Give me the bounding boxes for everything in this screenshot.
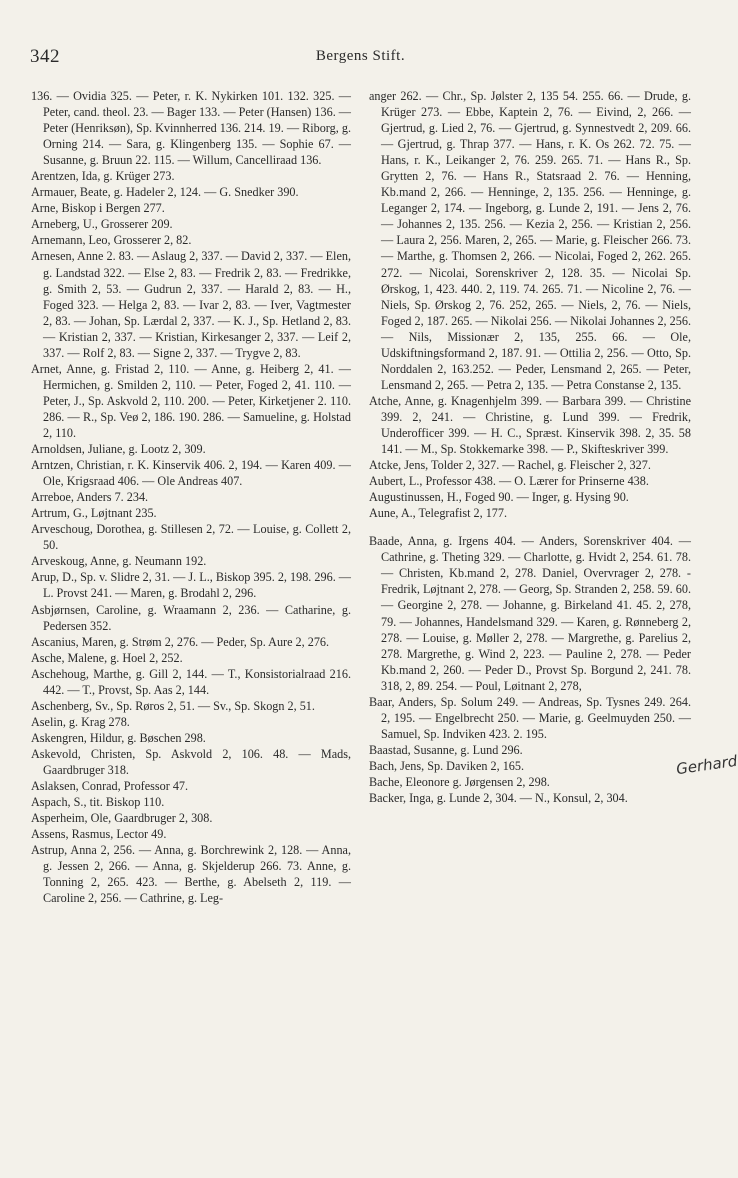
index-entry: Baar, Anders, Sp. Solum 249. — Andreas, Sp. Tysnes 249. 264. 2, 195. — Engelbrecht 250. — Marie, g. Geelmuyden 250. — Samuel, Sp. Indviken 423. 2. 195. [369, 694, 691, 741]
handwritten-margin-note: Gerhard [675, 751, 738, 779]
index-entry: Aslaksen, Conrad, Professor 47. [31, 779, 189, 794]
index-entry: Askevold, Christen, Sp. Askvold 2, 106. 48. — Mads, Gaardbruger 318. [31, 746, 351, 777]
index-entry: Atche, Anne, g. Knagenhjelm 399. — Barbara 399. — Christine 399. 2, 241. — Christine, g. Lund 399. — Fredrik, Underofficer 399. — H. C., Spræst. Kinservik 398. 2, 35. 58 141. — M., Sp. Stokkemarke 398. — P., Skifteskriver 399. [369, 393, 691, 457]
index-entry: Arveschoug, Dorothea, g. Stillesen 2, 72. — Louise, g. Collett 2, 50. [31, 522, 351, 553]
index-entry: Armauer, Beate, g. Hadeler 2, 124. — G. Snedker 390. [31, 185, 299, 200]
index-entry: Astrup, Anna 2, 256. — Anna, g. Borchrewink 2, 128. — Anna, g. Jessen 2, 266. — Anna, g. Skjelderup 266. 73. Anne, g. Tonning 2, 265. 423. — Berthe, g. Abelseth 2, 119. — Caroline 2, 256. — Cathrine, g. Leg- [31, 843, 351, 906]
index-entry: Baastad, Susanne, g. Lund 296. [369, 742, 523, 757]
index-entry: Asche, Malene, g. Hoel 2, 252. [31, 650, 183, 665]
index-entry: Baade, Anna, g. Irgens 404. — Anders, Sorenskriver 404. — Cathrine, g. Theting 329. — Charlotte, g. Hvidt 2, 254. 61. 78. — Christen, Kb.mand 2, 278. Daniel, Overvrager 2, 278. - Fredrik, Løjtnant 2, 278. — Georg, Sp. Stranden 2, 258. 59. 60. — Georgine 2, 278. — Johanne, g. Birkeland 41. 45. 2, 278, 79. — Johannes, Handelsmand 329. — Karen, g. Rønneberg 2, 278. — Louise, g. Møller 2, 278. — Margrethe, g. Parelius 2, 278. Margrethe, g. Wind 2, 223. — Pauline 2, 278. — Peder Kb.mand 2, 260. — Peder D., Provst Sp. Borgund 2, 241. 78. 318, 2, 89. 254. — Poul, Løitnant 2, 278, [369, 534, 691, 693]
index-entry: Ascanius, Maren, g. Strøm 2, 276. — Peder, Sp. Aure 2, 276. [31, 634, 330, 649]
index-entry: Arne, Biskop i Bergen 277. [31, 201, 165, 216]
index-entry: Aune, A., Telegrafist 2, 177. [369, 506, 508, 521]
index-entry: Bach, Jens, Sp. Daviken 2, 165. [369, 758, 525, 773]
index-entry: Artrum, G., Løjtnant 235. [31, 506, 157, 521]
right-column [369, 88, 691, 806]
page-number: 342 [30, 46, 60, 67]
index-entry: Arnoldsen, Juliane, g. Lootz 2, 309. [31, 442, 206, 457]
index-entry: Arveskoug, Anne, g. Neumann 192. [31, 554, 207, 569]
index-entry: Arup, D., Sp. v. Slidre 2, 31. — J. L., Biskop 395. 2, 198. 296. — L. Provst 241. — Maren, g. Brodahl 2, 296. [31, 570, 351, 601]
index-entry: Aubert, L., Professor 438. — O. Lærer for Prinserne 438. [369, 474, 649, 489]
left-column [31, 88, 351, 906]
index-entry: 136. — Ovidia 325. — Peter, r. K. Nykirken 101. 132. 325. — Peter, cand. theol. 23. — Bager 133. — Peter (Hansen) 136. — Peter (Henriksøn), Sp. Kvinnherred 136. 214. 19. — Riborg, g. Orning 214. — Sara, g. Klingenberg 135. — Sophie 67. — Susanne, g. Bruun 22. 115. — Willum, Cancelliraad 136. [31, 89, 351, 168]
index-entry: Arnet, Anne, g. Fristad 2, 110. — Anne, g. Heiberg 2, 41. — Hermichen, g. Smilden 2, 110. — Peter, Foged 2, 41. 110. — Peter, J., Sp. Askvold 2, 110. 200. — Peter, Kirketjener 2. 110. 286. — R., Sp. Veø 2, 186. 190. 286. — Samueline, g. Holstad 2, 110. [31, 361, 351, 440]
index-entry: Arnemann, Leo, Grosserer 2, 82. [31, 233, 192, 248]
index-entry: Askengren, Hildur, g. Bøschen 298. [31, 730, 206, 745]
index-entry: Arentzen, Ida, g. Krüger 273. [31, 169, 175, 184]
index-entry: Asperheim, Ole, Gaardbruger 2, 308. [31, 811, 213, 826]
index-entry: anger 262. — Chr., Sp. Jølster 2, 135 54. 255. 66. — Drude, g. Krüger 273. — Ebbe, Kaptein 2, 76. — Eivind, 2, 266. — Gjertrud, g. Lied 2, 76. — Gjertrud, g. Synnestvedt 2, 209. 66. — Gjertrud, g. Thrap 377. — Hans, r. K. Os 262. 72. 75. — Hans, r. K., Leikanger 2, 76. 259. 265. 71. — Hans R., Sp. Grytten 2, 76. — Hans R., Statsraad 2. 76. — Henning, Kb.mand 2, 266. — Henninge, 2, 135. 256. — Henninge, g. Leganger 2, 174. — Ingeborg, g. Lunde 2, 191. — Jens 2, 76. — Johannes 2, 135. 256. — Kezia 2, 256. — Kristian 2, 256. — Laura 2, 256. Maren, 2, 265. — Marie, g. Fleischer 266. 73. — Marthe, g. Thomsen 2, 266. — Nicolai, Foged 2, 262. 265. 272. — Nicolai, Sorenskriver 2, 128. 35. — Nicolai Sp. Ørskog, 1, 423. 440. 2, 119. 74. 265. 71. — Nicoline 2, 76. — Niels, Sp. Ørskog 2, 76. 252, 265. — Niels, 2, 76. — Niels, Foged 2, 187. 265. — Nikolai 256. — Nikolai Johannes 2, 256. — Nils, Missionær 2, 135, 255. 66. — Ole, Udskiftningsformand 2, 187. 91. — Ottilia 2, 256. — Otto, Sp. Norddalen 2, 163.252. — Peder, Lensmand 2, 265. — Peter, Lensmand 2, 265. — Petra 2, 135. — Petra Constanse 2, 135. [369, 89, 691, 392]
index-entry: Backer, Inga, g. Lunde 2, 304. — N., Konsul, 2, 304. [369, 791, 628, 806]
index-entry: Bache, Eleonore g. Jørgensen 2, 298. [369, 774, 550, 789]
index-entry: Aschenberg, Sv., Sp. Røros 2, 51. — Sv., Sp. Skogn 2, 51. [31, 698, 315, 713]
index-entry: Atcke, Jens, Tolder 2, 327. — Rachel, g. Fleischer 2, 327. [369, 458, 651, 473]
index-entry: Aselin, g. Krag 278. [31, 714, 130, 729]
index-entry: Arreboe, Anders 7. 234. [31, 490, 149, 505]
index-entry: Arnesen, Anne 2. 83. — Aslaug 2, 337. — David 2, 337. — Elen, g. Landstad 322. — Else 2, 83. — Fredrik 2, 83. — Fredrikke, g. Smith 2, 53. — Gudrun 2, 337. — Harald 2, 83. — H., Foged 323. — Helga 2, 83. — Ivar 2, 83. — Iver, Vagtmester 2, 83. — Johan, Sp. Lærdal 2, 337. — K. J., Sp. Hetland 2, 83. — Kristian 2, 337. — Kristian, Kirkesanger 2, 337. — Leif 2, 337. — Rolf 2, 83. — Signe 2, 337. — Trygve 2, 83. [31, 249, 351, 360]
index-entry: Aspach, S., tit. Biskop 110. [31, 795, 165, 810]
index-entry: Aschehoug, Marthe, g. Gill 2, 144. — T., Konsistorialraad 216. 442. — T., Provst, Sp. Aas 2, 144. [31, 666, 351, 697]
running-title: Bergens Stift. [315, 48, 406, 64]
index-entry: Augustinussen, H., Foged 90. — Inger, g. Hysing 90. [369, 490, 629, 505]
index-entry: Assens, Rasmus, Lector 49. [31, 827, 167, 842]
index-entry: Arneberg, U., Grosserer 209. [31, 217, 173, 232]
index-entry: Arntzen, Christian, r. K. Kinservik 406. 2, 194. — Karen 409. — Ole, Krigsraad 406. — Ole Andreas 407. [31, 458, 351, 489]
index-entry: Asbjørnsen, Caroline, g. Wraamann 2, 236. — Catharine, g. Pedersen 352. [31, 602, 351, 633]
